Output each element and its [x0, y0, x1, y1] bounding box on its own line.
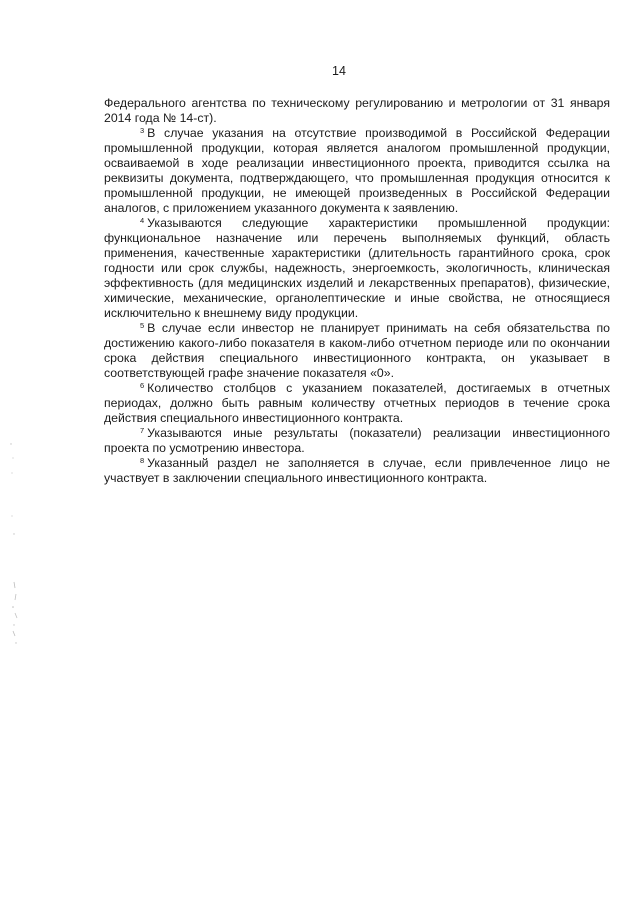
scan-artifact-middle [8, 510, 18, 550]
footnote-text: Указываются следующие характеристики промышленной продукции: функциональное назначение или перечень выполняемых функций, область применения, качественные характеристики (длительность гарантийного срока, срок годности или срок службы, надежность, энергоемкость, экологичность, клиническая эффективность (для медицинских изделий и лекарственных препаратов), физические, химические, механические, органолептические и иные свойства, не относящиеся исключительно к внешнему виду продукции. [104, 216, 610, 320]
footnote-5 [104, 321, 610, 381]
footnote-4 [104, 216, 610, 321]
footnote-3 [104, 126, 610, 216]
footnote-marker: 7 [140, 426, 145, 435]
footnote-6 [104, 381, 610, 426]
footnote-text: В случае указания на отсутствие производимой в Российской Федерации промышленной продукции, которая является аналогом промышленной продукции, осваиваемой в ходе реализации инвестиционного проекта, приводится ссылка на реквизиты документа, подтверждающего, что промышленная продукция относится к промышленной продукции, не имеющей произведенных в Российской Федерации аналогов, с приложением указанного документа к заявлению. [104, 126, 610, 215]
scan-artifact-lower [6, 580, 24, 650]
page-number: 14 [332, 64, 346, 78]
footnote-marker: 3 [140, 126, 145, 135]
footnote-text: Указанный раздел не заполняется в случае, если привлеченное лицо не участвует в заключении специального инвестиционного контракта. [104, 456, 610, 485]
continuation-paragraph: Федерального агентства по техническому регулированию и метрологии от 31 января 2014 года № 14-ст). [104, 96, 610, 125]
footnote-8 [104, 456, 610, 486]
footnote-marker: 6 [140, 381, 145, 390]
footnotes-body [104, 96, 610, 486]
footnote-text: Указываются иные результаты (показатели) реализации инвестиционного проекта по усмотрению инвестора. [104, 426, 610, 455]
footnote-marker: 4 [140, 216, 145, 225]
scan-artifact-upper [8, 440, 18, 480]
footnote-text: Количество столбцов с указанием показателей, достигаемых в отчетных периодах, должно быть равным количеству отчетных периодов в течение срока действия специального инвестиционного контракта. [104, 381, 610, 425]
footnote-7 [104, 426, 610, 456]
footnote-marker: 5 [140, 321, 145, 330]
footnote-marker: 8 [140, 456, 145, 465]
footnote-text: В случае если инвестор не планирует принимать на себя обязательства по достижению какого-либо показателя в каком-либо отчетном периоде или по окончании срока действия специального инвестиционного контракта, он указывает в соответствующей графе значение показателя «0». [104, 321, 610, 380]
